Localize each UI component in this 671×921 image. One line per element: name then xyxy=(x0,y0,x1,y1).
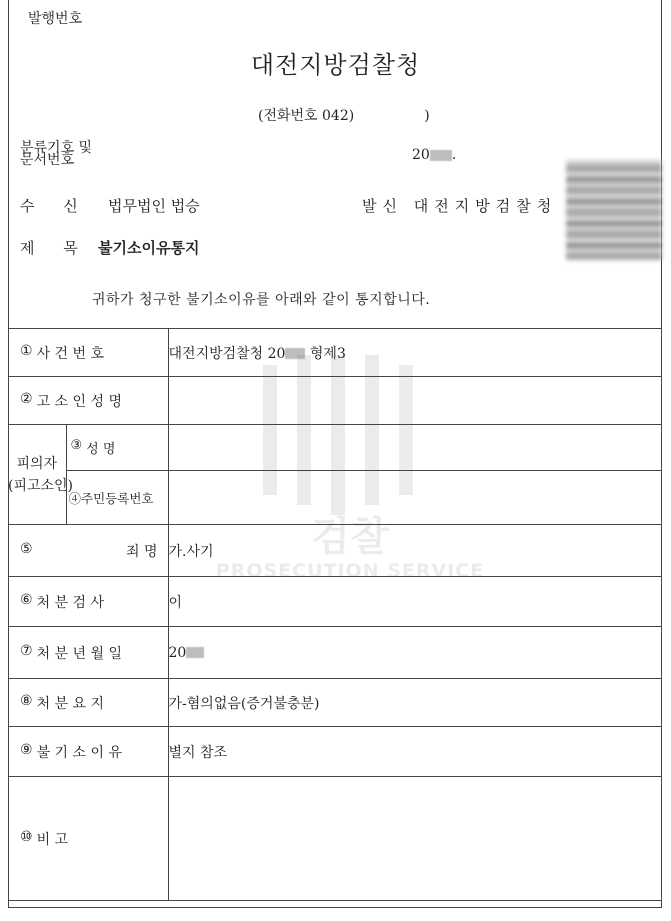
date-value: 20 xyxy=(412,147,430,163)
table-row: ⑦ 처 분 년 월 일 20 xyxy=(8,627,662,679)
phone-prefix: (전화번호 042) xyxy=(258,108,355,124)
agency-title: 대전지방검찰청 xyxy=(250,51,421,79)
recipient-value: 법무법인 법승 xyxy=(108,197,200,215)
suspect-label: 피의자 (피고소인) xyxy=(8,425,66,525)
field-label: 처 분 년 월 일 xyxy=(36,645,122,662)
table-row: ④주민등록번호 xyxy=(8,471,662,525)
field-label: 처 분 요 지 xyxy=(36,695,105,712)
table-row: ⑤ 죄 명 가.사기 xyxy=(8,525,662,577)
date-suffix: . xyxy=(451,147,457,163)
table-row: ⑩ 비 고 xyxy=(8,777,662,901)
table-row: ① 사 건 번 호 대전지방검찰청 20 형제3 xyxy=(8,329,662,377)
redaction-mark xyxy=(186,647,204,658)
remarks-value xyxy=(168,777,662,901)
prosecutor-value: 이 xyxy=(168,577,662,627)
case-number-value: 대전지방검찰청 20 형제3 xyxy=(168,329,662,377)
watermark-korean-text: 검찰 xyxy=(311,514,389,560)
phone-suffix: ) xyxy=(424,108,430,124)
field-label: 불 기 소 이 유 xyxy=(36,744,122,761)
recipient-label: 수 신 xyxy=(20,197,78,215)
prosecution-watermark xyxy=(215,355,485,595)
field-label: 성 명 xyxy=(86,442,116,457)
disposition-date-value: 20 xyxy=(168,627,662,679)
table-row: ⑧ 처 분 요 지 가-혐의없음(증거불충분) xyxy=(8,679,662,727)
subject-label: 제 목 xyxy=(20,239,78,257)
official-seal xyxy=(566,160,662,260)
field-label: 처 분 검 사 xyxy=(36,594,105,611)
table-row: 피의자 (피고소인) ③ 성 명 xyxy=(8,425,662,471)
redaction-mark xyxy=(430,150,452,161)
charge-value: 가.사기 xyxy=(168,525,662,577)
classification-label: 분류기호 및 문서번호 xyxy=(20,140,93,168)
intro-text: 귀하가 청구한 불기소이유를 아래와 같이 통지합니다. xyxy=(92,292,431,308)
table-row: ② 고 소 인 성 명 xyxy=(8,377,662,425)
field-label: 주민등록번호 xyxy=(81,490,154,506)
field-label: 비 고 xyxy=(36,831,69,848)
phone-line xyxy=(258,105,430,125)
watermark-english-text: PROSECUTION SERVICE xyxy=(215,560,485,582)
subject-value: 불기소이유통지 xyxy=(98,239,200,257)
table-row: ⑨ 불 기 소 이 유 별지 참조 xyxy=(8,727,662,777)
field-label: 고 소 인 성 명 xyxy=(36,393,122,410)
table-row: ⑥ 처 분 검 사 이 xyxy=(8,577,662,627)
disposition-summary-value: 가-혐의없음(증거불충분) xyxy=(168,679,662,727)
non-prosecution-reason-value: 별지 참조 xyxy=(168,727,662,777)
sender-text: 발신 대전지방검찰청 xyxy=(362,197,558,215)
field-label: 사 건 번 호 xyxy=(36,345,105,362)
issue-number-label: 발행번호 xyxy=(28,11,83,27)
document-date xyxy=(412,147,456,163)
field-label: 죄 명 xyxy=(126,543,158,560)
